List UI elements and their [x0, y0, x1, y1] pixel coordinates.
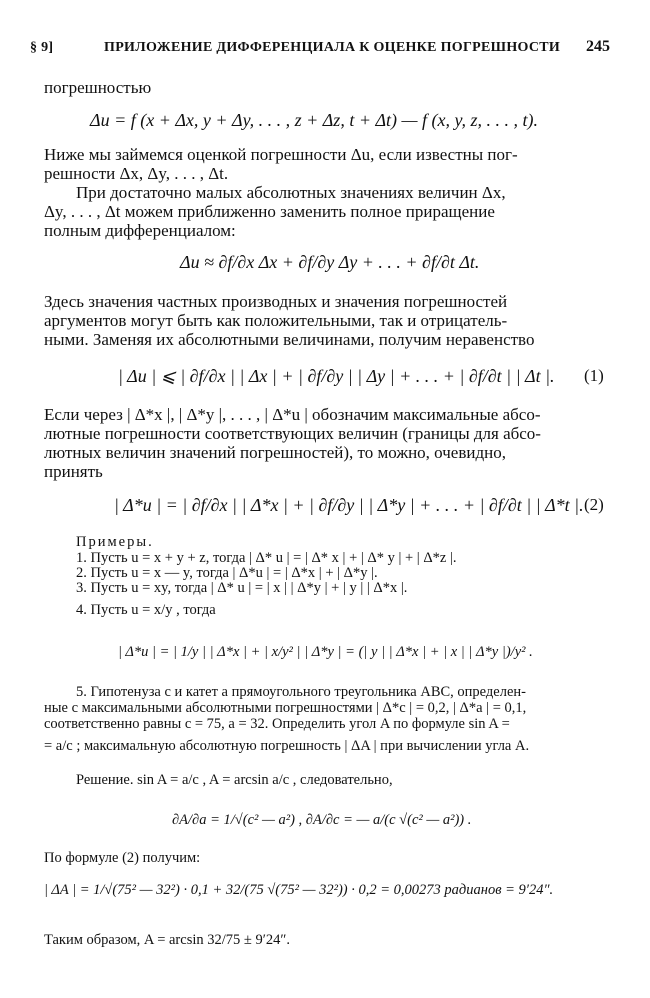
header-title: ПРИЛОЖЕНИЕ ДИФФЕРЕНЦИАЛА К ОЦЕНКЕ ПОГРЕШНОСТИ [104, 40, 561, 55]
example-3: 3. Пусть u = xy, тогда | Δ* u | = | x | | Δ*y | + | y | | Δ*x |. [76, 580, 408, 596]
equation-number-2: (2) [584, 495, 604, 514]
text-line: полным дифференциалом: [44, 221, 236, 240]
text-line: Если через | Δ*x |, | Δ*y |, . . . , | Δ*u | обозначим максимальные абсо- [44, 405, 541, 424]
example-5-line: = a/c ; максимальную абсолютную погрешность | ΔA | при вычислении угла A. [44, 738, 530, 754]
solution-equation-2: | ΔA | = 1/√(75² — 32²) · 0,1 + 32/(75 √(75² — 32²)) · 0,2 = 0,00273 радианов = 9′24″. [44, 882, 554, 898]
example-5-line: 5. Гипотенуза c и катет a прямоугольного треугольника ABC, определен- [76, 684, 527, 700]
text-line: При достаточно малых абсолютных значениях величин Δx, [76, 183, 506, 202]
text-line: Здесь значения частных производных и значения погрешностей [44, 292, 508, 311]
example-4-equation: | Δ*u | = | 1/y | | Δ*x | + | x/y² | | Δ*y | = (| y | | Δ*x | + | x | | Δ*y |)/y² . [118, 644, 533, 660]
example-4: 4. Пусть u = x/y , тогда [76, 602, 216, 618]
text-line: лютные погрешности соответствующих величин (границы для абсо- [44, 424, 541, 443]
solution-line: Решение. sin A = a/c , A = arcsin a/c , следовательно, [76, 772, 393, 788]
header-section: § 9] [30, 40, 54, 55]
example-5-line: ные с максимальными абсолютными погрешностями | Δ*c | = 0,2, | Δ*a | = 0,1, [44, 700, 527, 716]
equation-1: | Δu | ⩽ | ∂f/∂x | | Δx | + | ∂f/∂y | | Δy | + . . . + | ∂f/∂t | | Δt |. [118, 366, 555, 386]
text-line: погрешностью [44, 78, 152, 97]
text-line: аргументов могут быть как положительными, так и отрицатель- [44, 311, 508, 330]
example-2: 2. Пусть u = x — y, тогда | Δ*u | = | Δ*x | + | Δ*y |. [76, 565, 378, 581]
solution-conclusion: Таким образом, A = arcsin 32/75 ± 9′24″. [44, 932, 291, 948]
equation-approx: Δu ≈ ∂f/∂x Δx + ∂f/∂y Δy + . . . + ∂f/∂t Δt. [180, 252, 480, 272]
examples-heading: Примеры. [76, 534, 154, 550]
equation-number-1: (1) [584, 366, 604, 385]
header-page-number: 245 [586, 38, 610, 55]
text-line: Ниже мы займемся оценкой погрешности Δu, если известны пог- [44, 145, 518, 164]
solution-equation: ∂A/∂a = 1/√(c² — a²) , ∂A/∂c = — a/(c √(c² — a²)) . [172, 812, 472, 828]
text-line: Δy, . . . , Δt можем приближенно заменить полное приращение [44, 202, 495, 221]
solution-line: По формуле (2) получим: [44, 850, 201, 866]
text-line: решности Δx, Δy, . . . , Δt. [44, 164, 229, 183]
text-line: лютных величин значений погрешностей), то можно, очевидно, [44, 443, 506, 462]
text-line: ными. Заменяя их абсолютными величинами, получим неравенство [44, 330, 535, 349]
equation-2: | Δ*u | = | ∂f/∂x | | Δ*x | + | ∂f/∂y | | Δ*y | + . . . + | ∂f/∂t | | Δ*t |. [114, 495, 584, 515]
example-1: 1. Пусть u = x + y + z, тогда | Δ* u | = | Δ* x | + | Δ* y | + | Δ*z |. [76, 550, 457, 566]
equation-delta-u: Δu = f (x + Δx, y + Δy, . . . , z + Δz, t + Δt) — f (x, y, z, . . . , t). [90, 110, 539, 130]
example-5-line: соответственно равны c = 75, a = 32. Определить угол A по формуле sin A = [44, 716, 510, 732]
text-line: принять [44, 462, 103, 481]
